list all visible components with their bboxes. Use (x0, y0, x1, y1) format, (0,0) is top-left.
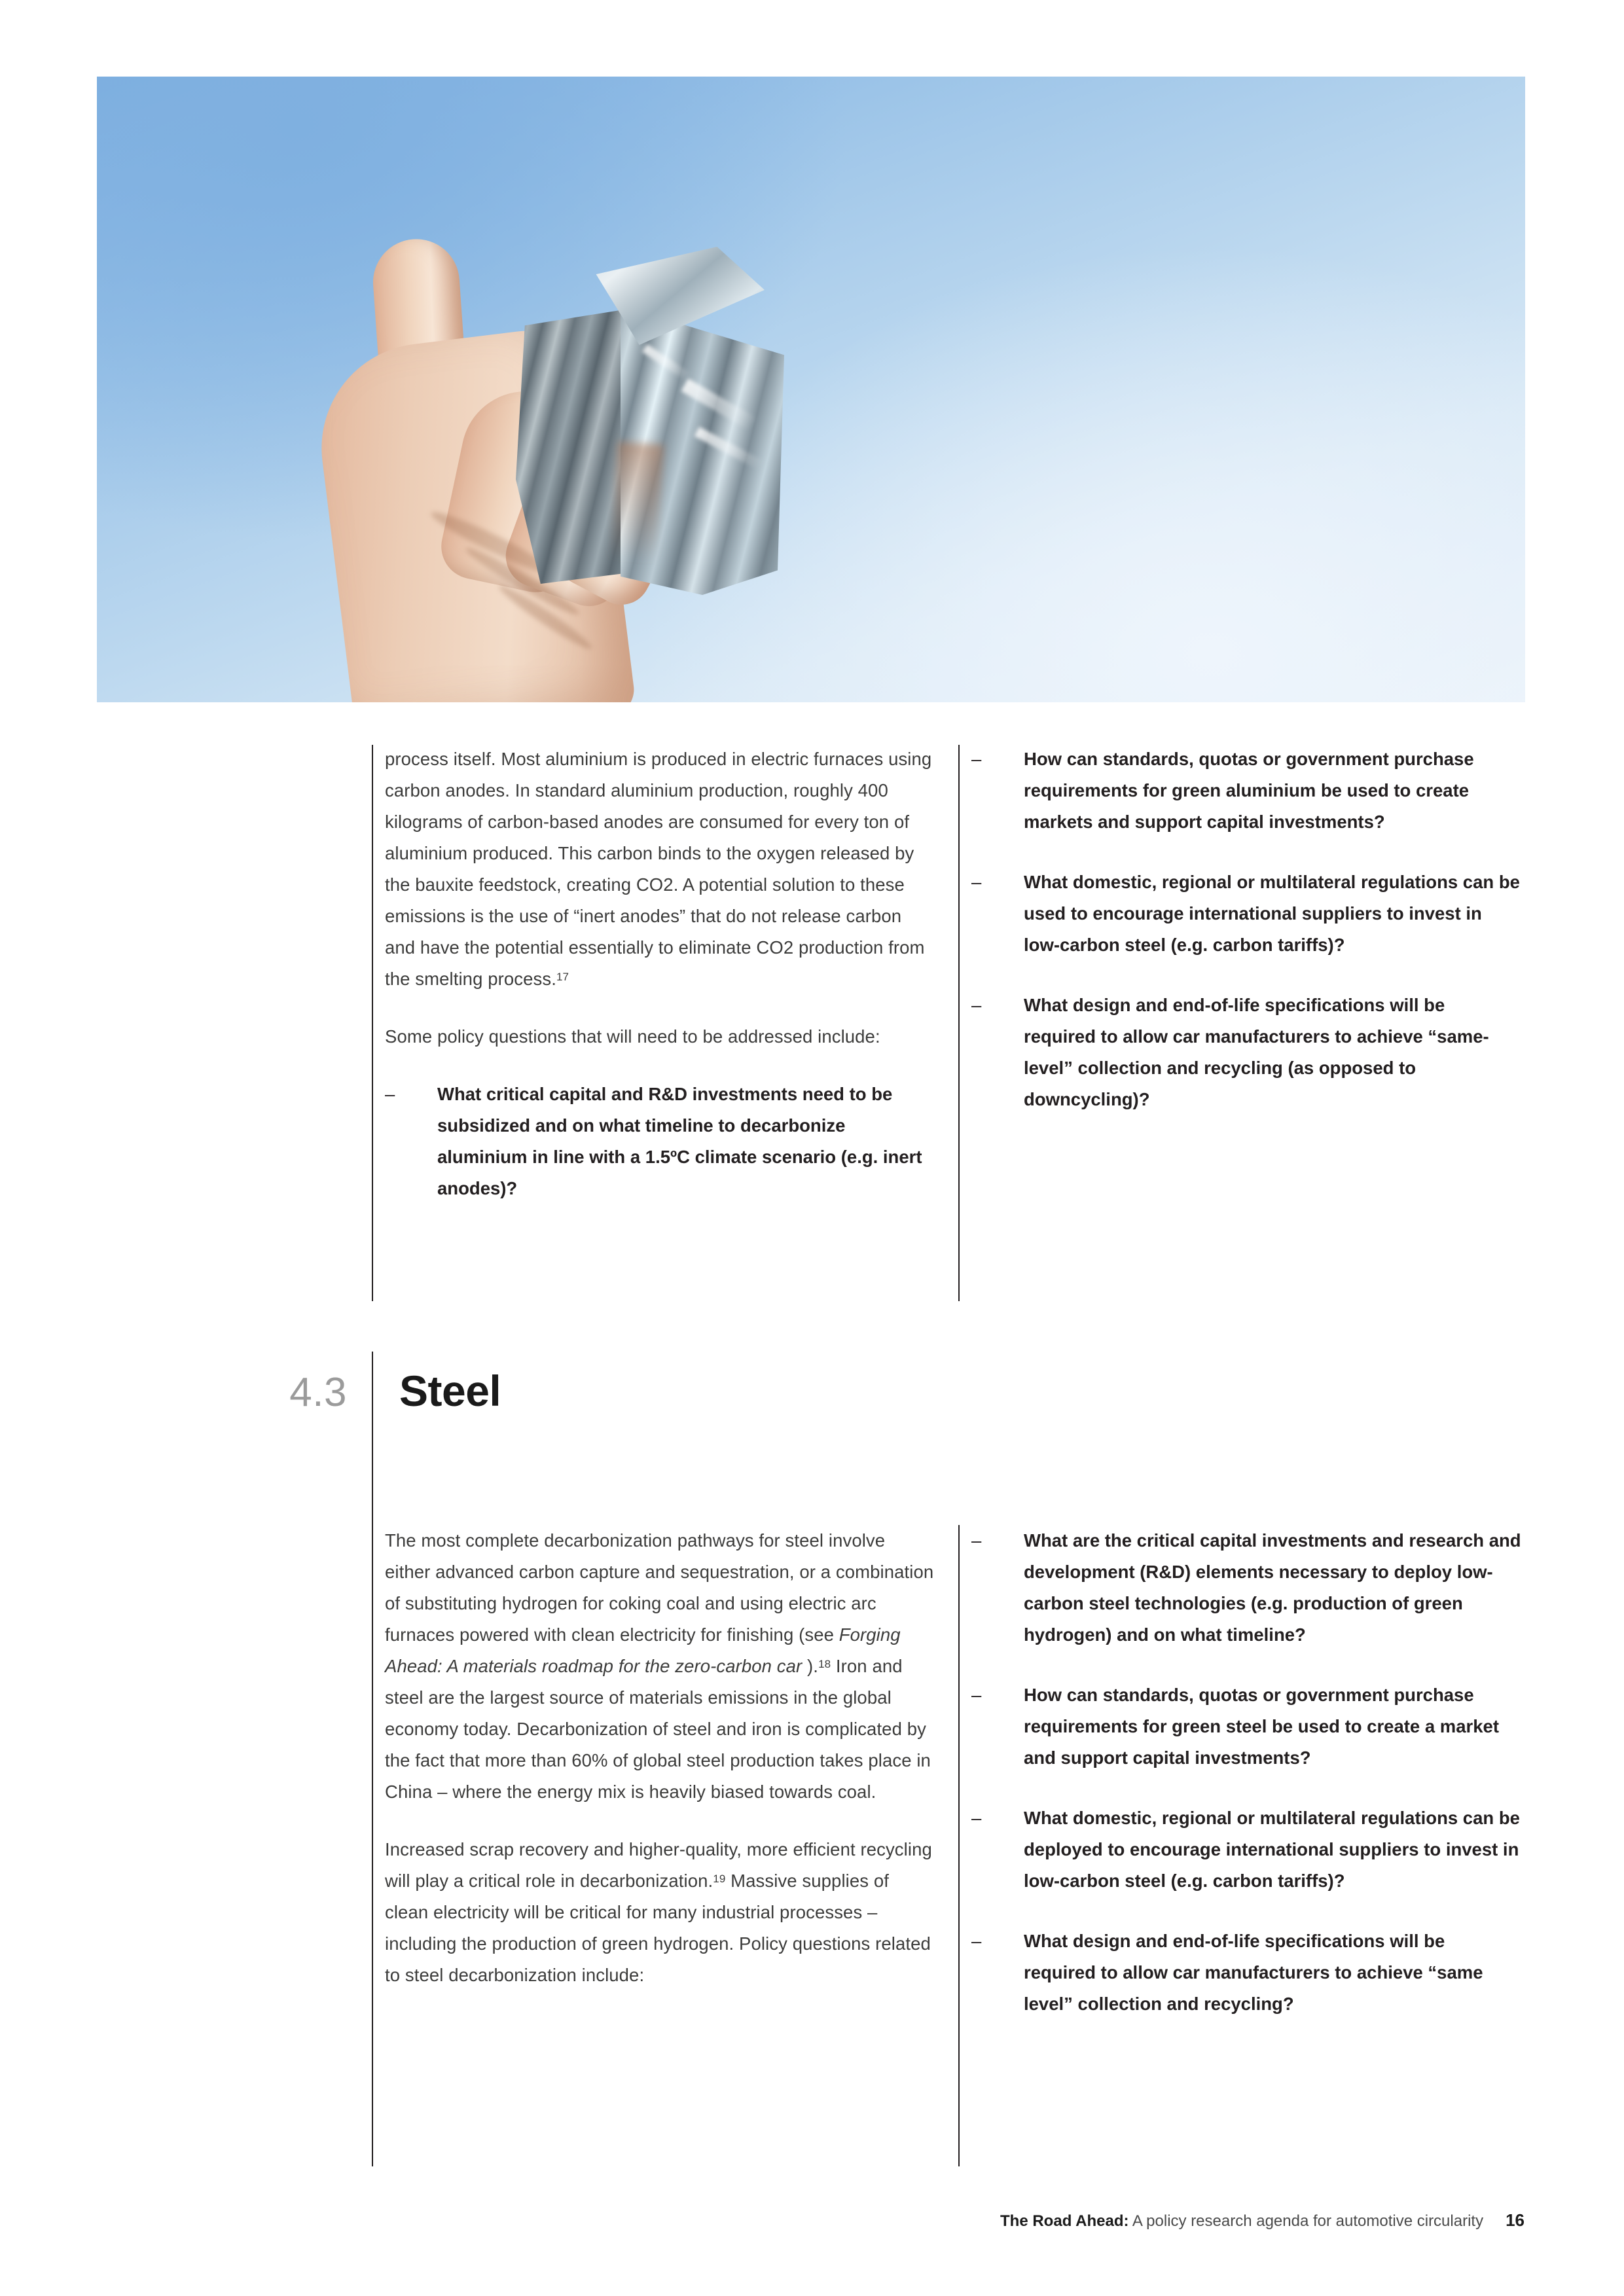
page-title: Steel (399, 1367, 501, 1415)
list-item-label: What are the critical capital investments and research and development (R&D) elements necessary to deploy low-carbon steel technologies (e.g. production of green hydrogen) and on what timeline? (1024, 1530, 1521, 1645)
list-item-label: How can standards, quotas or government purchase requirements for green aluminium be used to create markets and support capital investments? (1024, 749, 1474, 832)
paragraph-steel-recycling (385, 1834, 935, 1991)
list-item-label: What design and end-of-life specifications will be required to allow car manufacturers to achieve “same level” collection and recycling? (1024, 1931, 1483, 2014)
paragraph-steel-pathways (385, 1525, 935, 1808)
bullet-dash-icon: – (971, 1808, 982, 1828)
paragraph-text: The most complete decarbonization pathways for steel involve either advanced carbon capture and sequestration, or a combination of substituting hydrogen for coking coal and using electric arc furnaces powered with clean electricity for finishing (see (385, 1530, 934, 1645)
column-divider-right-bottom (958, 1525, 960, 2166)
bullet-dash-icon: – (971, 872, 982, 892)
metal-ingot-graphic (516, 247, 791, 594)
list-item (971, 1679, 1521, 1774)
list-item (971, 744, 1521, 838)
ingot-warm-reflection (610, 442, 664, 562)
list-item-label: What critical capital and R&D investments need to be subsidized and on what timeline to decarbonize aluminium in line with a 1.5ºC climate scenario (e.g. inert anodes)? (437, 1084, 922, 1198)
paragraph-aluminium-process (385, 744, 935, 995)
aluminium-right-bullet-list (971, 744, 1521, 1115)
paragraph-policy-intro: Some policy questions that will need to be addressed include: (385, 1026, 880, 1047)
paragraph-text: ). (802, 1656, 819, 1676)
column-divider-left-top (372, 745, 373, 1301)
footer-report-title: The Road Ahead: (1000, 2212, 1129, 2230)
list-item-label: What design and end-of-life specifications will be required to allow car manufacturers to achieve “same-level” collection and recycling (as opposed to downcycling)? (1024, 995, 1489, 1109)
aluminium-left-bullet-list (385, 1079, 935, 1204)
paragraph-text: Massive supplies of clean electricity will be critical for many industrial processes – including the production of green hydrogen. Policy questions related to steel decarbonization include: (385, 1871, 931, 1985)
list-item-label: How can standards, quotas or government purchase requirements for green steel be used to create a market and support capital investments? (1024, 1685, 1499, 1768)
page-number: 16 (1506, 2210, 1525, 2230)
list-item (971, 1926, 1521, 2020)
paragraph-text: Iron and steel are the largest source of materials emissions in the global economy today. Decarbonization of steel and iron is complicated by the fact that more than 60% of global steel production takes place in China – where the energy mix is heavily biased towards coal. (385, 1656, 931, 1802)
footnote-marker-18: 18 (818, 1658, 831, 1670)
steel-right-column (971, 1525, 1521, 2020)
steel-right-bullet-list (971, 1525, 1521, 2020)
bullet-dash-icon: – (971, 1685, 982, 1705)
section-number: 4.3 (289, 1370, 347, 1415)
list-item (971, 1803, 1521, 1897)
footnote-marker-19: 19 (713, 1873, 726, 1885)
paragraph-text: Increased scrap recovery and higher-quality, more efficient recycling will play a critical role in decarbonization. (385, 1839, 932, 1891)
list-item (971, 1525, 1521, 1651)
list-item-label: What domestic, regional or multilateral regulations can be used to encourage international suppliers to invest in low-carbon steel (e.g. carbon tariffs)? (1024, 872, 1520, 955)
list-item (971, 990, 1521, 1115)
page-footer (1000, 2210, 1525, 2231)
steel-left-column (385, 1525, 935, 1991)
hand-graphic (293, 227, 804, 702)
list-item-label: What domestic, regional or multilateral regulations can be deployed to encourage international suppliers to invest in low-carbon steel (e.g. carbon tariffs)? (1024, 1808, 1520, 1891)
paragraph-text: process itself. Most aluminium is produced in electric furnaces using carbon anodes. In standard aluminium production, roughly 400 kilograms of carbon-based anodes are consumed for every ton of aluminium produced. This carbon binds to the oxygen released by the bauxite feedstock, creating CO2. A potential solution to these emissions is the use of “inert anodes” that do not release carbon and have the potential essentially to eliminate CO2 production from the smelting process. (385, 749, 932, 989)
column-divider-right-top (958, 745, 960, 1301)
list-item (385, 1079, 935, 1204)
bullet-dash-icon: – (971, 1931, 982, 1951)
bullet-dash-icon: – (971, 1530, 982, 1551)
footnote-marker-17: 17 (556, 971, 569, 983)
bullet-dash-icon: – (971, 749, 982, 769)
aluminium-right-column (971, 744, 1521, 1115)
bullet-dash-icon: – (971, 995, 982, 1015)
list-item (971, 867, 1521, 961)
aluminium-left-column (385, 744, 935, 1204)
hero-image (97, 77, 1525, 702)
footer-report-subtitle: A policy research agenda for automotive circularity (1128, 2212, 1484, 2230)
section-heading (275, 1369, 501, 1413)
section-heading-divider (372, 1352, 373, 2166)
cited-report-title: Forging Ahead: A materials roadmap for the zero-carbon car (385, 1624, 901, 1676)
bullet-dash-icon: – (385, 1084, 395, 1104)
